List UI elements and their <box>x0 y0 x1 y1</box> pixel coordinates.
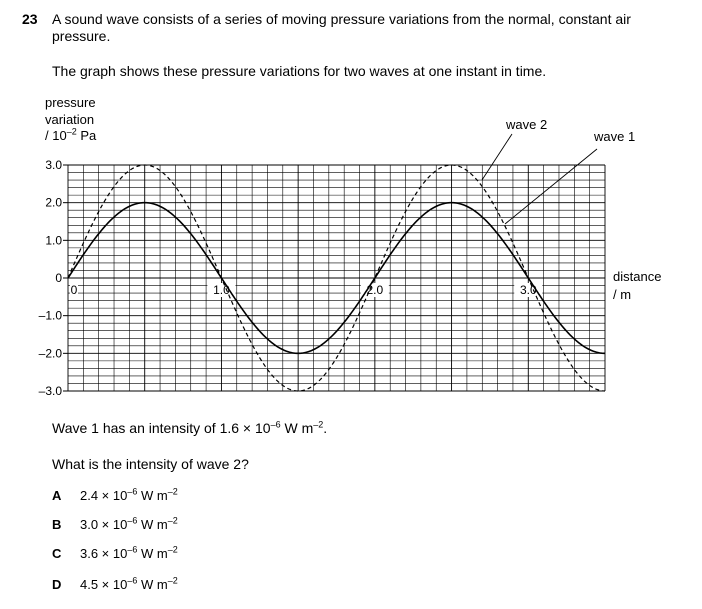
y-tick-label: –3.0 <box>38 384 62 398</box>
y-tick-label: 1.0 <box>45 233 62 248</box>
y-tick-label: 0 <box>55 271 62 285</box>
option-b-text: $3.0 \times 10^{-6}$ W $m^{-2}$ <box>80 515 178 532</box>
y-tick-label: 3.0 <box>45 158 62 172</box>
x-tick-label: 2.0 <box>366 283 384 297</box>
y-axis-label-line1: pressure <box>45 95 96 110</box>
x-tick-label: 1.0 <box>213 283 230 297</box>
wave2-label: wave 2 <box>506 117 548 132</box>
option-c-letter: C <box>52 546 62 561</box>
y-tick-label: –1.0 <box>38 308 62 323</box>
y-axis-unit: / $10^{-2}$ Pa <box>45 126 97 143</box>
y-tick-label: –2.0 <box>38 346 62 361</box>
question-intro: The graph shows these pressure variations for two waves at one instant in time. <box>52 63 547 79</box>
x-tick-label: 3.0 <box>519 283 537 297</box>
question-number: 23 <box>22 11 38 27</box>
option-d-letter: D <box>52 577 62 592</box>
option-b-letter: B <box>52 517 62 532</box>
wave1-label: wave 1 <box>594 129 636 144</box>
option-a-text: $2.4 \times 10^{-6}$ W $m^{-2}$ <box>80 486 178 503</box>
question-prompt: What is the intensity of wave 2? <box>52 456 249 472</box>
x-axis-label-line1: distance <box>613 269 662 284</box>
question-stem-line2: pressure. <box>52 28 111 44</box>
wave2-leader-line <box>482 134 512 180</box>
y-axis-label-line2: variation <box>45 112 95 127</box>
x-axis-label-line2: / m <box>613 287 632 302</box>
option-d-text: $4.5 \times 10^{-6}$ W $m^{-2}$ <box>80 575 178 592</box>
option-c-text: $3.6 \times 10^{-6}$ W $m^{-2}$ <box>80 544 178 561</box>
question-stem-line1: A sound wave consists of a series of moving pressure variations from the normal, constant air <box>52 11 631 27</box>
wave1-intensity-statement: Wave 1 has an intensity of $1.6 \times 10^{-6}$ W $m^{-2}$. <box>52 419 328 436</box>
y-tick-label: 2.0 <box>45 195 62 210</box>
x-tick-label: 0 <box>70 283 78 297</box>
option-a-letter: A <box>52 488 62 503</box>
wave1-leader-line <box>505 149 597 224</box>
